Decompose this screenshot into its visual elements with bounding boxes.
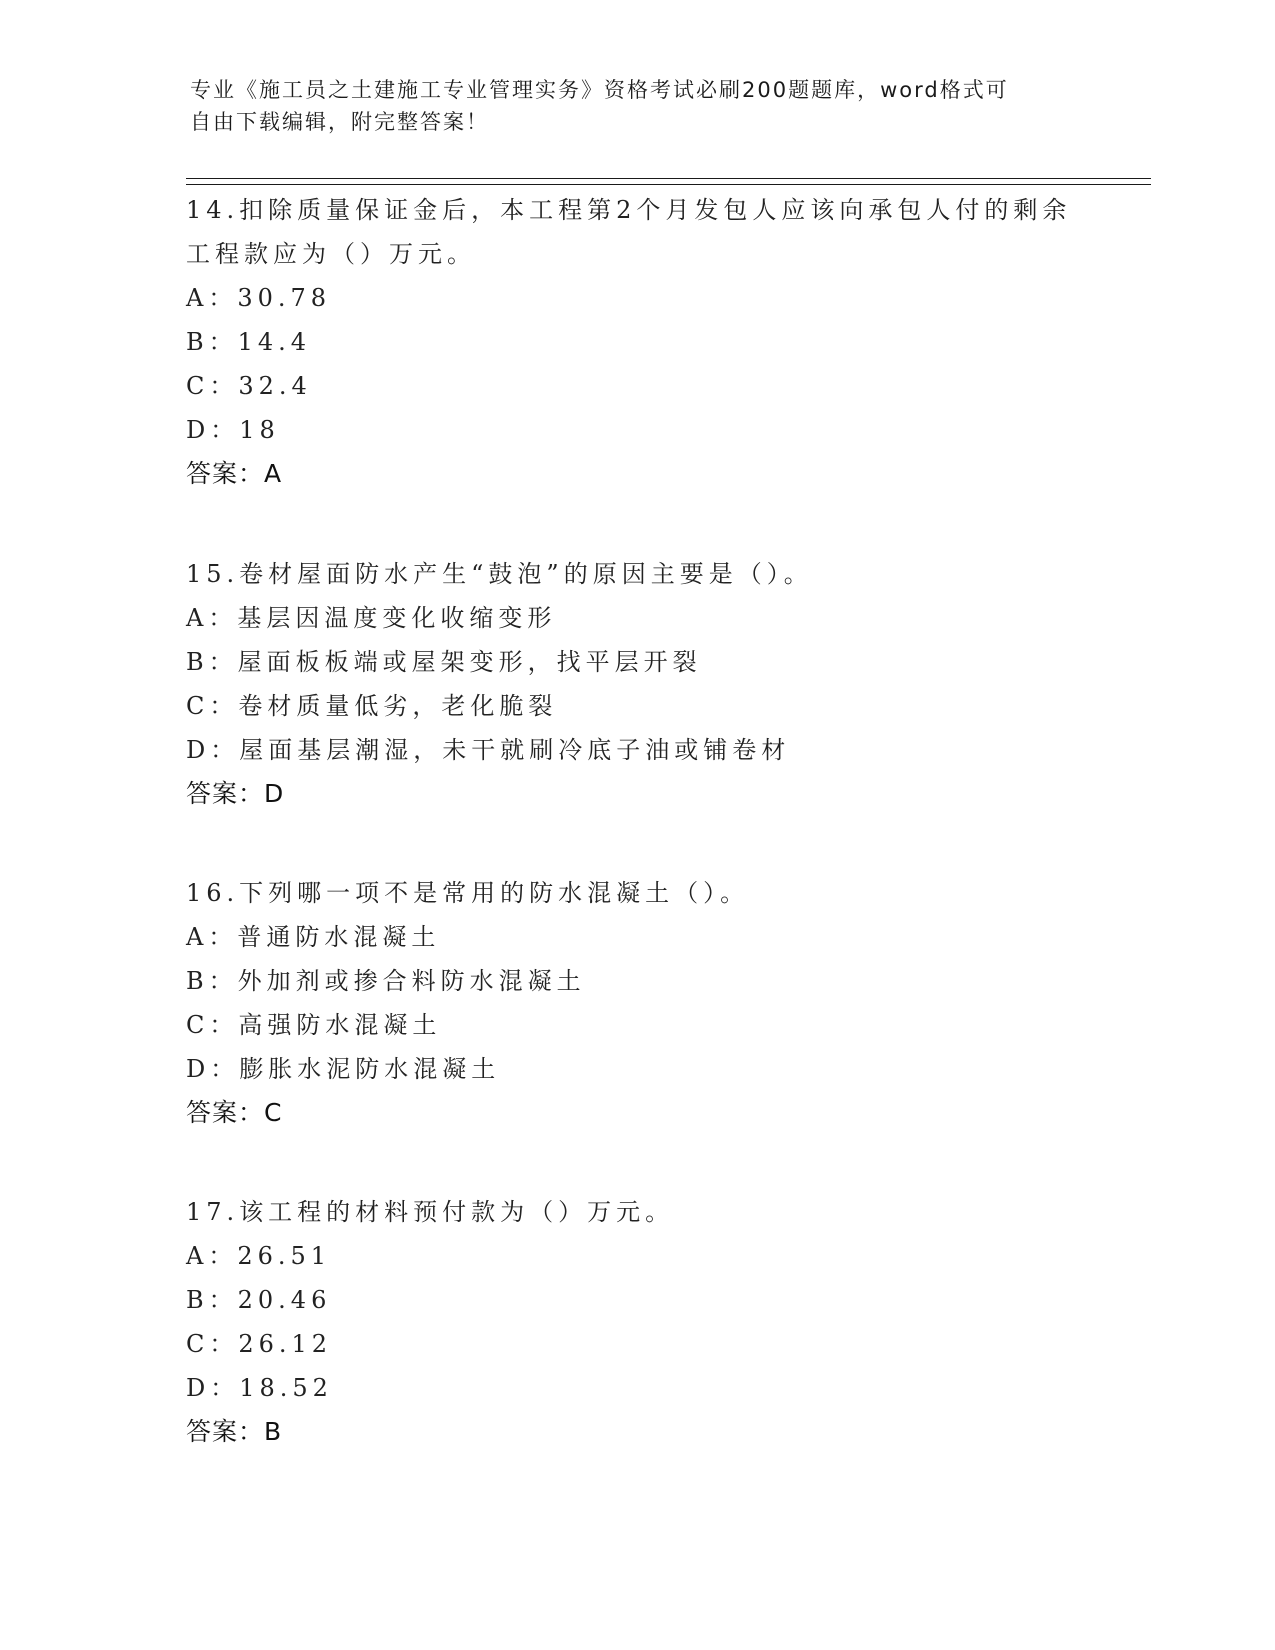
option-d: D：18.52 — [186, 1374, 333, 1402]
option-d: D：屋面基层潮湿，未干就刷冷底子油或铺卷材 — [186, 736, 791, 764]
header-title-line-1: 专业《施工员之土建施工专业管理实务》资格考试必刷200题题库，word格式可 — [190, 78, 1009, 102]
option-c: C：26.12 — [186, 1330, 333, 1358]
header-divider-bottom — [186, 184, 1151, 185]
question-15 — [186, 552, 1086, 816]
option-d: D：膨胀水泥防水混凝土 — [186, 1055, 501, 1083]
answer-label: 答案：D — [186, 779, 285, 808]
option-d: D：18 — [186, 416, 280, 444]
option-b: B：20.46 — [186, 1286, 332, 1314]
question-16 — [186, 871, 1086, 1135]
question-text-line-2: 工程款应为（）万元。 — [186, 240, 476, 268]
header-title-line-2: 自由下载编辑，附完整答案！ — [190, 110, 489, 134]
option-c: C：高强防水混凝土 — [186, 1011, 442, 1039]
answer-label: 答案：C — [186, 1098, 283, 1127]
question-text-line-1: 17.该工程的材料预付款为（）万元。 — [186, 1198, 675, 1226]
option-b: B：屋面板板端或屋架变形，找平层开裂 — [186, 648, 702, 676]
question-17 — [186, 1190, 1086, 1454]
question-text-line-1: 16.下列哪一项不是常用的防水混凝土（）。 — [186, 879, 750, 907]
document-header — [190, 74, 1070, 138]
answer-label: 答案：A — [186, 459, 283, 488]
question-text-line-1: 15.卷材屋面防水产生“鼓泡”的原因主要是（）。 — [186, 560, 813, 588]
option-c: C：32.4 — [186, 372, 312, 400]
option-a: A：30.78 — [186, 284, 332, 312]
option-a: A：普通防水混凝土 — [186, 923, 441, 951]
option-b: B：14.4 — [186, 328, 312, 356]
header-divider-top — [186, 178, 1151, 179]
option-c: C：卷材质量低劣，老化脆裂 — [186, 692, 558, 720]
question-14 — [186, 188, 1086, 496]
question-text-line-1: 14.扣除质量保证金后，本工程第2个月发包人应该向承包人付的剩余 — [186, 196, 1072, 224]
option-b: B：外加剂或掺合料防水混凝土 — [186, 967, 586, 995]
option-a: A：基层因温度变化收缩变形 — [186, 604, 557, 632]
option-a: A：26.51 — [186, 1242, 332, 1270]
answer-label: 答案：B — [186, 1417, 283, 1446]
